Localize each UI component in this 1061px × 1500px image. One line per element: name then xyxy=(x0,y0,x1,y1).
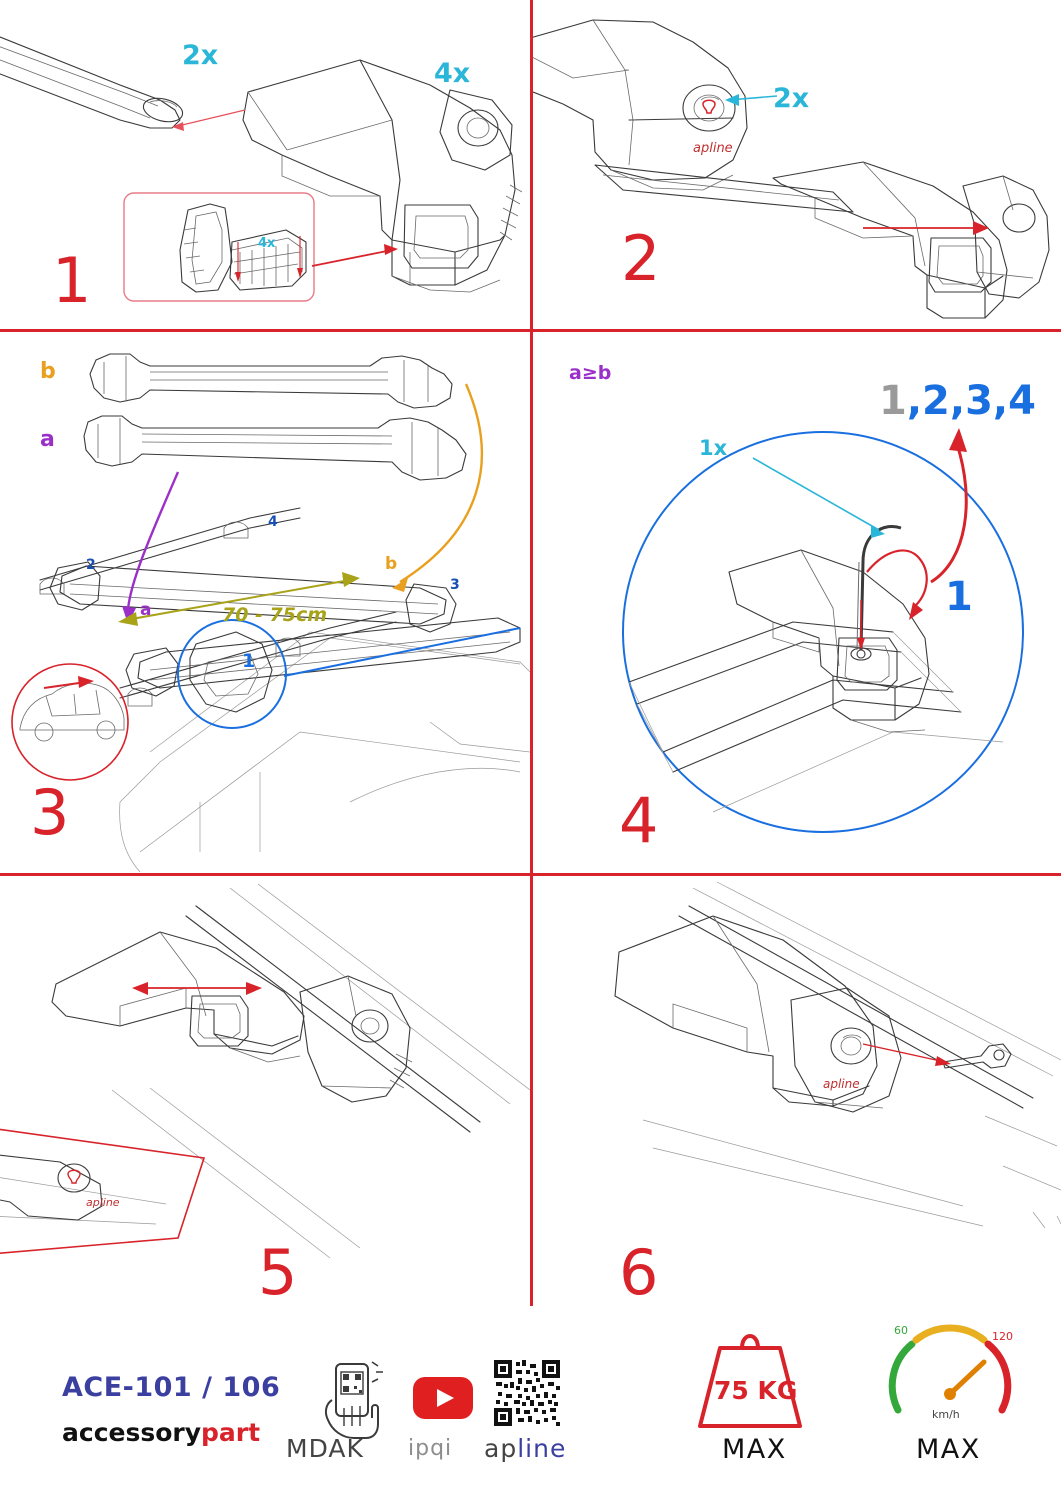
speed-max-caption: MAX xyxy=(916,1434,981,1465)
step-2-illustration xyxy=(533,0,1061,329)
qr-code-icon xyxy=(494,1360,560,1426)
mdak-logo: MDAK xyxy=(286,1434,364,1463)
label-arrow-b: b xyxy=(385,554,398,574)
step-2-panel xyxy=(533,0,1061,329)
position-number-1: 1 xyxy=(242,650,256,672)
position-number-3: 3 xyxy=(450,577,460,593)
position-number-4: 4 xyxy=(268,514,278,530)
youtube-icon[interactable] xyxy=(412,1376,474,1420)
model-code: ACE-101 / 106 xyxy=(62,1372,281,1403)
label-bar-a: a xyxy=(40,427,55,452)
qty-4x-foot: 4x xyxy=(434,58,471,89)
position-number-2: 2 xyxy=(86,557,96,573)
order-number-1: 1 xyxy=(945,574,973,620)
svg-text:apline: apline xyxy=(693,141,733,156)
ipqi-logo: ipqi xyxy=(408,1436,453,1461)
step-5-panel xyxy=(0,876,530,1309)
step-number-3: 3 xyxy=(30,776,71,849)
step-number-6: 6 xyxy=(619,1236,660,1309)
step-3-illustration xyxy=(0,332,530,873)
tighten-sequence: 1,2,3,4 xyxy=(879,378,1036,424)
svg-text:60: 60 xyxy=(894,1324,908,1337)
apline-logo: apline xyxy=(484,1434,567,1463)
speedometer-icon xyxy=(880,1314,1020,1432)
hand-phone-qr-icon xyxy=(320,1360,392,1442)
qty-1x-tool: 1x xyxy=(699,436,728,460)
step-1-panel xyxy=(0,0,530,329)
step-6-illustration xyxy=(533,876,1061,1309)
relation-a-ge-b: a≥b xyxy=(569,362,612,384)
step-number-2: 2 xyxy=(621,222,662,295)
step-4-panel xyxy=(533,332,1061,873)
dimension-label: 70 - 75cm xyxy=(222,604,328,626)
qty-2x-bar: 2x xyxy=(182,40,219,71)
qty-4x-pad: 4x xyxy=(258,236,276,251)
weight-max-caption: MAX xyxy=(722,1434,787,1465)
brand-name: accessorypart xyxy=(62,1418,261,1447)
qty-2x-lock: 2x xyxy=(773,83,810,114)
step-number-4: 4 xyxy=(619,784,660,857)
step-6-panel xyxy=(533,876,1061,1309)
label-arrow-a: a xyxy=(140,600,152,620)
svg-text:apline: apline xyxy=(823,1077,860,1091)
step-number-5: 5 xyxy=(258,1236,299,1309)
footer-panel xyxy=(0,1306,1061,1500)
svg-text:km/h: km/h xyxy=(932,1408,960,1421)
svg-text:120: 120 xyxy=(992,1330,1013,1343)
step-number-1: 1 xyxy=(52,244,93,317)
step-3-panel xyxy=(0,332,530,873)
label-bar-b: b xyxy=(40,359,56,384)
weight-value: 75 KG xyxy=(714,1376,798,1405)
svg-text:apline: apline xyxy=(86,1196,120,1209)
